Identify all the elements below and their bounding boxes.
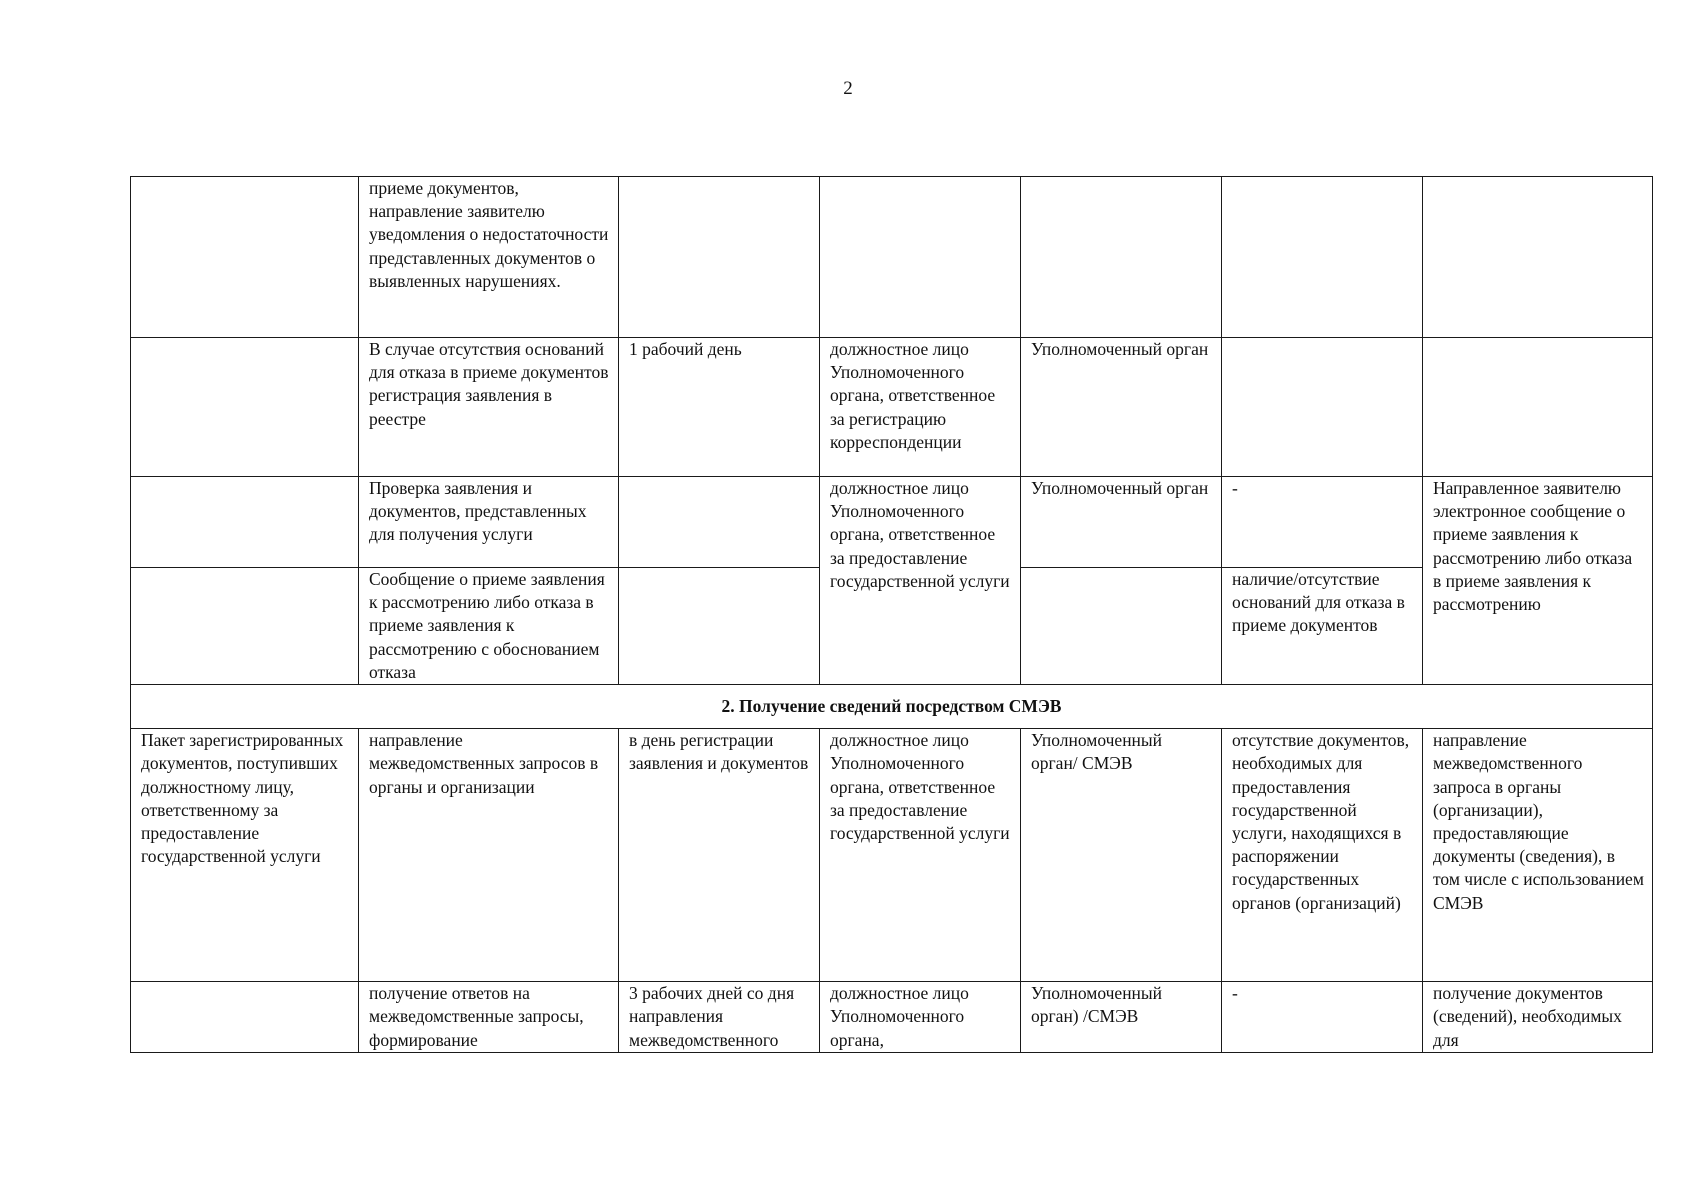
table-cell: Проверка заявления и документов, представленных для получения услуги xyxy=(359,477,619,568)
section-title: 2. Получение сведений посредством СМЭВ xyxy=(131,685,1653,729)
table-cell xyxy=(1423,338,1653,477)
table-cell: Уполномоченный орган xyxy=(1021,338,1222,477)
table-cell xyxy=(619,477,820,568)
table-cell: Направленное заявителю электронное сообщение о приеме заявления к рассмотрению либо отказа в приеме заявления к рассмотрению xyxy=(1423,477,1653,685)
table-cell xyxy=(131,477,359,568)
table-cell: Сообщение о приеме заявления к рассмотрению либо отказа в приеме заявления к рассмотрению с обоснованием отказа xyxy=(359,568,619,685)
table-cell xyxy=(1021,568,1222,685)
table-cell xyxy=(131,177,359,338)
table-cell: направление межведомственного запроса в органы (организации), предоставляющие документы (сведения), в том числе с использованием СМЭВ xyxy=(1423,729,1653,982)
table-cell: получение документов (сведений), необходимых для xyxy=(1423,982,1653,1053)
table-row xyxy=(131,177,1653,338)
table-cell: 3 рабочих дней со дня направления межведомственного xyxy=(619,982,820,1053)
table-cell: в день регистрации заявления и документов xyxy=(619,729,820,982)
table-cell: 1 рабочий день xyxy=(619,338,820,477)
table-cell xyxy=(1423,177,1653,338)
table-cell: Уполномоченный орган xyxy=(1021,477,1222,568)
page-number: 2 xyxy=(843,78,853,99)
table-cell xyxy=(131,568,359,685)
table-cell: наличие/отсутствие оснований для отказа в приеме документов xyxy=(1222,568,1423,685)
table-cell xyxy=(1222,177,1423,338)
table-row xyxy=(131,477,1653,568)
table-cell: - xyxy=(1222,982,1423,1053)
table-cell: Пакет зарегистрированных документов, поступивших должностному лицу, ответственному за предоставление государственной услуги xyxy=(131,729,359,982)
table-cell xyxy=(1021,177,1222,338)
table-cell: должностное лицо Уполномоченного органа, ответственное за регистрацию корреспонденции xyxy=(820,338,1021,477)
table-row xyxy=(131,982,1653,1053)
table-cell xyxy=(1222,338,1423,477)
table-cell: получение ответов на межведомственные запросы, формирование xyxy=(359,982,619,1053)
table-cell xyxy=(131,982,359,1053)
section-row xyxy=(131,685,1653,729)
table-cell xyxy=(820,177,1021,338)
table-cell: приеме документов, направление заявителю уведомления о недостаточности представленных документов о выявленных нарушениях. xyxy=(359,177,619,338)
table-cell: В случае отсутствия оснований для отказа в приеме документов регистрация заявления в реестре xyxy=(359,338,619,477)
table-cell xyxy=(619,568,820,685)
table-cell: направление межведомственных запросов в органы и организации xyxy=(359,729,619,982)
table-cell: должностное лицо Уполномоченного органа, ответственное за предоставление государственной услуги xyxy=(820,729,1021,982)
table-cell: Уполномоченный орган) /СМЭВ xyxy=(1021,982,1222,1053)
procedure-table xyxy=(130,176,1653,1053)
table-cell: отсутствие документов, необходимых для предоставления государственной услуги, находящихся в распоряжении государственных органов (организаций) xyxy=(1222,729,1423,982)
table-row xyxy=(131,338,1653,477)
table-cell: должностное лицо Уполномоченного органа, xyxy=(820,982,1021,1053)
table-cell xyxy=(619,177,820,338)
table-cell: должностное лицо Уполномоченного органа, ответственное за предоставление государственной услуги xyxy=(820,477,1021,685)
table-cell xyxy=(131,338,359,477)
table-row xyxy=(131,729,1653,982)
table-cell: - xyxy=(1222,477,1423,568)
table-cell: Уполномоченный орган/ СМЭВ xyxy=(1021,729,1222,982)
